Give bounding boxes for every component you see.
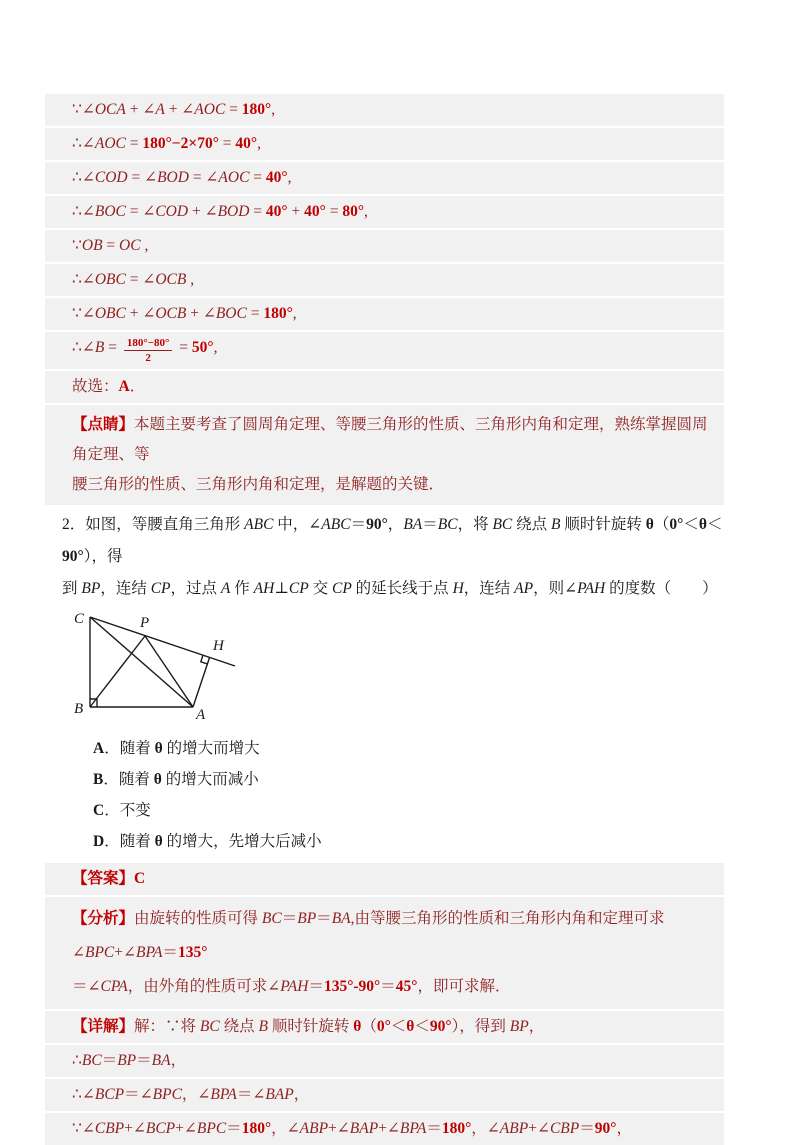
text-segment: B: [94, 339, 105, 357]
text-segment: ∴∠: [72, 203, 95, 220]
text-segment: 180°: [241, 101, 272, 118]
text-segment: ，即可求解．: [417, 978, 511, 996]
text-segment: ，: [387, 516, 404, 534]
text-segment: AOC: [194, 101, 226, 118]
text-segment: ∵: [72, 237, 82, 254]
text-segment: +∠: [528, 1120, 550, 1138]
solution-line: [45, 128, 724, 160]
text-segment: 180°: [241, 1120, 272, 1138]
stem-line: [62, 509, 724, 573]
solution-line: [45, 230, 724, 262]
option-row-c: [93, 795, 724, 826]
text-segment: ∵∠: [72, 101, 95, 118]
text-line: [72, 376, 720, 398]
text-segment: PAH: [280, 978, 309, 996]
text-segment: 到: [62, 580, 82, 598]
text-segment: ,: [364, 203, 368, 220]
text-segment: +∠: [114, 944, 137, 962]
text-segment: 中，∠: [273, 516, 322, 534]
text-segment: 2．如图，等腰直角三角形: [62, 516, 245, 534]
text-segment: 本题主要考查了圆周角定理、等腰三角形的性质、三角形内角和定理，熟练掌握圆周角定理、等: [72, 416, 708, 464]
text-segment: BPA: [136, 944, 163, 962]
fraction-denominator: 2: [145, 352, 151, 365]
detail-line: [45, 1011, 724, 1043]
text-segment: A: [220, 580, 231, 598]
text-segment: 的增大而减小: [161, 771, 259, 789]
text-segment: OBC: [94, 305, 126, 322]
answer-line: [45, 863, 724, 895]
text-segment: OCB: [155, 305, 187, 322]
text-segment: OCA: [94, 101, 126, 118]
option-row-d: [93, 826, 724, 857]
question-2-section: [45, 509, 724, 857]
text-segment: ABP: [499, 1120, 529, 1138]
text-segment: + ∠: [125, 101, 156, 118]
text-segment: 90°: [594, 1120, 617, 1138]
options-list: [93, 733, 724, 857]
text-segment: BP: [297, 910, 317, 928]
text-segment: θ: [698, 516, 707, 534]
text-segment: BOC: [215, 305, 247, 322]
text-segment: ABC: [321, 516, 351, 534]
text-segment: ，由外角的性质可求∠: [127, 978, 281, 996]
text-segment: ∴∠: [72, 135, 95, 152]
figure-label-h: H: [213, 638, 224, 655]
text-segment: =: [175, 339, 192, 357]
text-segment: AOC: [94, 135, 126, 152]
text-line: [72, 470, 720, 500]
text-segment: H: [452, 580, 464, 598]
text-segment: CBP: [549, 1120, 580, 1138]
text-line: [72, 902, 720, 970]
option-row-a: [93, 733, 724, 764]
text-segment: BPC: [85, 944, 115, 962]
text-segment: ＜: [706, 516, 723, 534]
text-segment: ，: [616, 1120, 632, 1138]
text-segment: B: [93, 771, 104, 789]
text-segment: + ∠: [164, 101, 195, 118]
solution-line: [45, 264, 724, 296]
text-segment: AOC: [218, 169, 250, 186]
text-segment: =: [246, 305, 264, 322]
text-segment: BCP: [94, 1086, 125, 1104]
text-segment: BA: [331, 910, 351, 928]
solution-line: [45, 298, 724, 330]
text-segment: ＝: [226, 1120, 242, 1138]
text-segment: 的延长线于点: [351, 580, 453, 598]
text-line: [72, 1118, 720, 1140]
text-segment: BOD: [217, 203, 250, 220]
text-segment: CPA: [100, 978, 128, 996]
text-segment: CBP: [94, 1120, 125, 1138]
text-segment: ，: [528, 1018, 545, 1036]
text-segment: BA: [403, 516, 423, 534]
text-segment: （: [653, 516, 670, 534]
figure-label-p: P: [140, 615, 150, 632]
text-segment: D: [93, 833, 105, 851]
text-segment: θ: [153, 771, 162, 789]
figure-label-c: C: [74, 611, 85, 628]
text-segment: ，: [170, 1052, 187, 1070]
text-segment: θ: [154, 740, 163, 758]
text-segment: ∴∠: [72, 339, 95, 357]
text-segment: BC: [437, 516, 458, 534]
text-segment: ,: [140, 237, 149, 254]
text-segment: BP: [509, 1018, 529, 1036]
text-segment: θ: [406, 1018, 415, 1036]
text-segment: 的增大，先增大后减小: [162, 833, 322, 851]
text-segment: ∴∠: [72, 271, 95, 288]
text-segment: 腰三角形的性质、三角形内角和定理，是解题的关键．: [72, 476, 445, 494]
text-line: [72, 1050, 720, 1072]
text-segment: ＝: [422, 516, 438, 534]
text-segment: 45°: [395, 978, 418, 996]
text-segment: ＝: [101, 1052, 118, 1070]
text-segment: BOD: [157, 169, 189, 186]
analysis-block: [45, 897, 724, 1009]
text-segment: 故选：: [72, 378, 119, 396]
text-segment: ＝∠: [124, 1086, 153, 1104]
text-segment: + ∠: [188, 203, 218, 220]
remark-block: [45, 405, 724, 505]
text-segment: =: [102, 237, 120, 254]
text-segment: ，过点: [170, 580, 221, 598]
text-segment: BAP: [265, 1086, 294, 1104]
text-segment: =: [218, 135, 236, 152]
text-segment: 【答案】: [72, 870, 135, 888]
text-segment: = ∠: [125, 203, 156, 220]
text-segment: +: [287, 203, 305, 220]
text-segment: COD: [94, 169, 128, 186]
figure-svg: [70, 607, 250, 725]
text-segment: ∴∠: [72, 169, 95, 186]
text-segment: ,: [271, 101, 276, 118]
text-segment: ,: [213, 339, 218, 357]
text-segment: ．: [129, 378, 146, 396]
text-segment: OB: [81, 237, 103, 254]
text-line: [72, 303, 720, 325]
text-segment: θ: [353, 1018, 362, 1036]
text-segment: 【点睛】: [72, 416, 135, 434]
text-segment: BC: [492, 516, 513, 534]
text-segment: 【详解】: [72, 1018, 135, 1036]
text-segment: CP: [150, 580, 171, 598]
question-stem: [62, 509, 724, 605]
text-segment: BPA: [210, 1086, 237, 1104]
text-segment: OCB: [155, 271, 187, 288]
text-segment: BC: [199, 1018, 220, 1036]
text-line: [72, 235, 720, 257]
text-line: [72, 1084, 720, 1106]
text-segment: ．随着: [104, 833, 155, 851]
text-segment: 180°: [441, 1120, 472, 1138]
text-segment: + ∠: [186, 305, 216, 322]
text-segment: BPC: [196, 1120, 227, 1138]
text-segment: ＜: [414, 1018, 430, 1036]
text-segment: ，∠: [471, 1120, 500, 1138]
text-segment: ,: [287, 169, 292, 186]
text-segment: 90°: [62, 548, 84, 566]
text-segment: = ∠: [188, 169, 219, 186]
text-segment: ∴: [72, 1052, 82, 1070]
text-segment: CP: [288, 580, 309, 598]
text-segment: ．不变: [104, 802, 151, 820]
text-segment: AH: [253, 580, 275, 598]
detail-line: [45, 1045, 724, 1077]
geometry-figure: [70, 607, 724, 725]
text-segment: ,由等腰三角形的性质和三角形内角和定理可求∠: [72, 910, 665, 962]
text-line: [72, 410, 720, 470]
text-segment: ，∠: [181, 1086, 211, 1104]
text-segment: BA: [151, 1052, 171, 1070]
text-segment: 40°: [235, 135, 258, 152]
answer-block: [45, 863, 724, 1145]
text-segment: =: [125, 135, 143, 152]
text-line: [72, 269, 720, 291]
text-segment: BC: [81, 1052, 102, 1070]
text-segment: ，则∠: [533, 580, 578, 598]
text-segment: ＝: [350, 516, 367, 534]
text-segment: A: [155, 101, 165, 118]
text-segment: 90°: [366, 516, 388, 534]
text-line: [72, 99, 720, 121]
text-segment: 绕点: [512, 516, 552, 534]
text-segment: CP: [331, 580, 352, 598]
stem-line: [62, 573, 724, 605]
conclusion-line: [45, 371, 724, 403]
detail-line: [45, 1079, 724, 1111]
text-segment: 绕点: [219, 1018, 259, 1036]
text-segment: BAP: [349, 1120, 379, 1138]
text-segment: 顺时针旋转: [267, 1018, 354, 1036]
text-segment: OC: [119, 237, 141, 254]
text-segment: ∴∠: [72, 1086, 95, 1104]
text-segment: ＝: [426, 1120, 442, 1138]
text-segment: ＝: [579, 1120, 595, 1138]
text-segment: BOC: [94, 203, 126, 220]
text-segment: 135°: [177, 944, 208, 962]
text-segment: 90°: [429, 1018, 452, 1036]
text-segment: ＝: [136, 1052, 152, 1070]
text-segment: ），得到: [451, 1018, 510, 1036]
text-segment: 135°-90°: [323, 978, 381, 996]
text-segment: A: [118, 378, 130, 396]
text-segment: = ∠: [127, 169, 158, 186]
text-segment: ．随着: [104, 740, 155, 758]
text-segment: ，: [293, 1086, 310, 1104]
text-segment: θ: [645, 516, 654, 534]
text-segment: ⊥: [274, 580, 289, 598]
solution-line: [45, 162, 724, 194]
text-segment: ＝∠: [72, 978, 101, 996]
text-line: [72, 133, 720, 155]
text-segment: 顺时针旋转: [560, 516, 646, 534]
text-segment: 的度数（ ）: [605, 580, 718, 598]
text-segment: +∠: [378, 1120, 400, 1138]
text-segment: ＝: [308, 978, 324, 996]
fraction-numerator: 180°−80°: [124, 337, 173, 351]
text-segment: BCP: [145, 1120, 176, 1138]
text-segment: ，连结: [100, 580, 151, 598]
text-segment: 作: [230, 580, 254, 598]
text-line: [72, 868, 720, 890]
text-segment: +∠: [175, 1120, 197, 1138]
text-segment: 0°: [376, 1018, 391, 1036]
text-segment: （: [361, 1018, 377, 1036]
text-segment: 40°: [304, 203, 326, 220]
text-line: [72, 201, 720, 223]
document-page: [45, 0, 724, 1145]
text-segment: C: [134, 870, 146, 888]
fraction: [124, 337, 173, 364]
text-segment: 0°: [669, 516, 684, 534]
text-segment: BPC: [152, 1086, 182, 1104]
text-segment: 【分析】: [72, 910, 135, 928]
text-segment: ∵∠: [72, 305, 95, 322]
text-segment: 由旋转的性质可得: [134, 910, 262, 928]
text-segment: =: [249, 203, 266, 220]
text-segment: 180°: [263, 305, 293, 322]
solution-line: [45, 196, 724, 228]
text-segment: ＝: [162, 944, 178, 962]
text-segment: ．随着: [103, 771, 154, 789]
text-segment: + ∠: [125, 305, 156, 322]
text-segment: +∠: [124, 1120, 146, 1138]
text-segment: ＝: [316, 910, 332, 928]
text-segment: C: [93, 802, 105, 820]
text-segment: ，∠: [271, 1120, 300, 1138]
text-segment: ,: [257, 135, 261, 152]
text-segment: 80°: [342, 203, 365, 220]
text-line: [72, 1016, 720, 1038]
text-segment: ABC: [244, 516, 274, 534]
text-segment: OBC: [94, 271, 126, 288]
text-segment: ＝: [380, 978, 396, 996]
text-segment: = ∠: [125, 271, 156, 288]
text-segment: θ: [154, 833, 163, 851]
text-segment: B: [551, 516, 561, 534]
text-line: [72, 970, 720, 1004]
text-segment: ），得: [83, 548, 123, 566]
text-segment: A: [93, 740, 105, 758]
text-segment: ，连结: [463, 580, 515, 598]
figure-label-b: B: [74, 701, 84, 718]
text-segment: PAH: [577, 580, 606, 598]
text-segment: AP: [514, 580, 534, 598]
text-segment: BP: [117, 1052, 137, 1070]
text-segment: 40°: [265, 203, 288, 220]
option-row-b: [93, 764, 724, 795]
text-segment: ，将: [457, 516, 493, 534]
figure-label-a: A: [196, 707, 206, 724]
text-segment: +∠: [328, 1120, 350, 1138]
text-segment: 50°: [191, 339, 214, 357]
text-segment: ,: [186, 271, 195, 288]
solution-line: [45, 94, 724, 126]
text-segment: BPA: [399, 1120, 427, 1138]
text-segment: ＝: [281, 910, 298, 928]
text-segment: 40°: [265, 169, 288, 186]
text-segment: ＜: [390, 1018, 407, 1036]
text-segment: BP: [81, 580, 101, 598]
text-segment: 交: [308, 580, 332, 598]
text-segment: COD: [155, 203, 189, 220]
detail-line: [45, 1113, 724, 1145]
text-segment: =: [325, 203, 343, 220]
text-segment: BC: [261, 910, 282, 928]
text-segment: B: [258, 1018, 268, 1036]
text-segment: 的增大而增大: [162, 740, 260, 758]
text-line: [72, 337, 720, 364]
text-segment: =: [104, 339, 121, 357]
solution-1-block: [45, 94, 724, 505]
text-line: [72, 167, 720, 189]
text-segment: ∵∠: [72, 1120, 95, 1138]
figure-lines: [90, 617, 235, 707]
text-segment: =: [249, 169, 266, 186]
text-segment: ＜: [683, 516, 699, 534]
solution-line: [45, 332, 724, 369]
text-segment: ABP: [299, 1120, 329, 1138]
text-segment: =: [225, 101, 242, 118]
text-segment: 解：∵将: [134, 1018, 200, 1036]
text-segment: 180°−2×70°: [142, 135, 219, 152]
text-segment: ,: [292, 305, 297, 322]
text-segment: ＝∠: [236, 1086, 266, 1104]
